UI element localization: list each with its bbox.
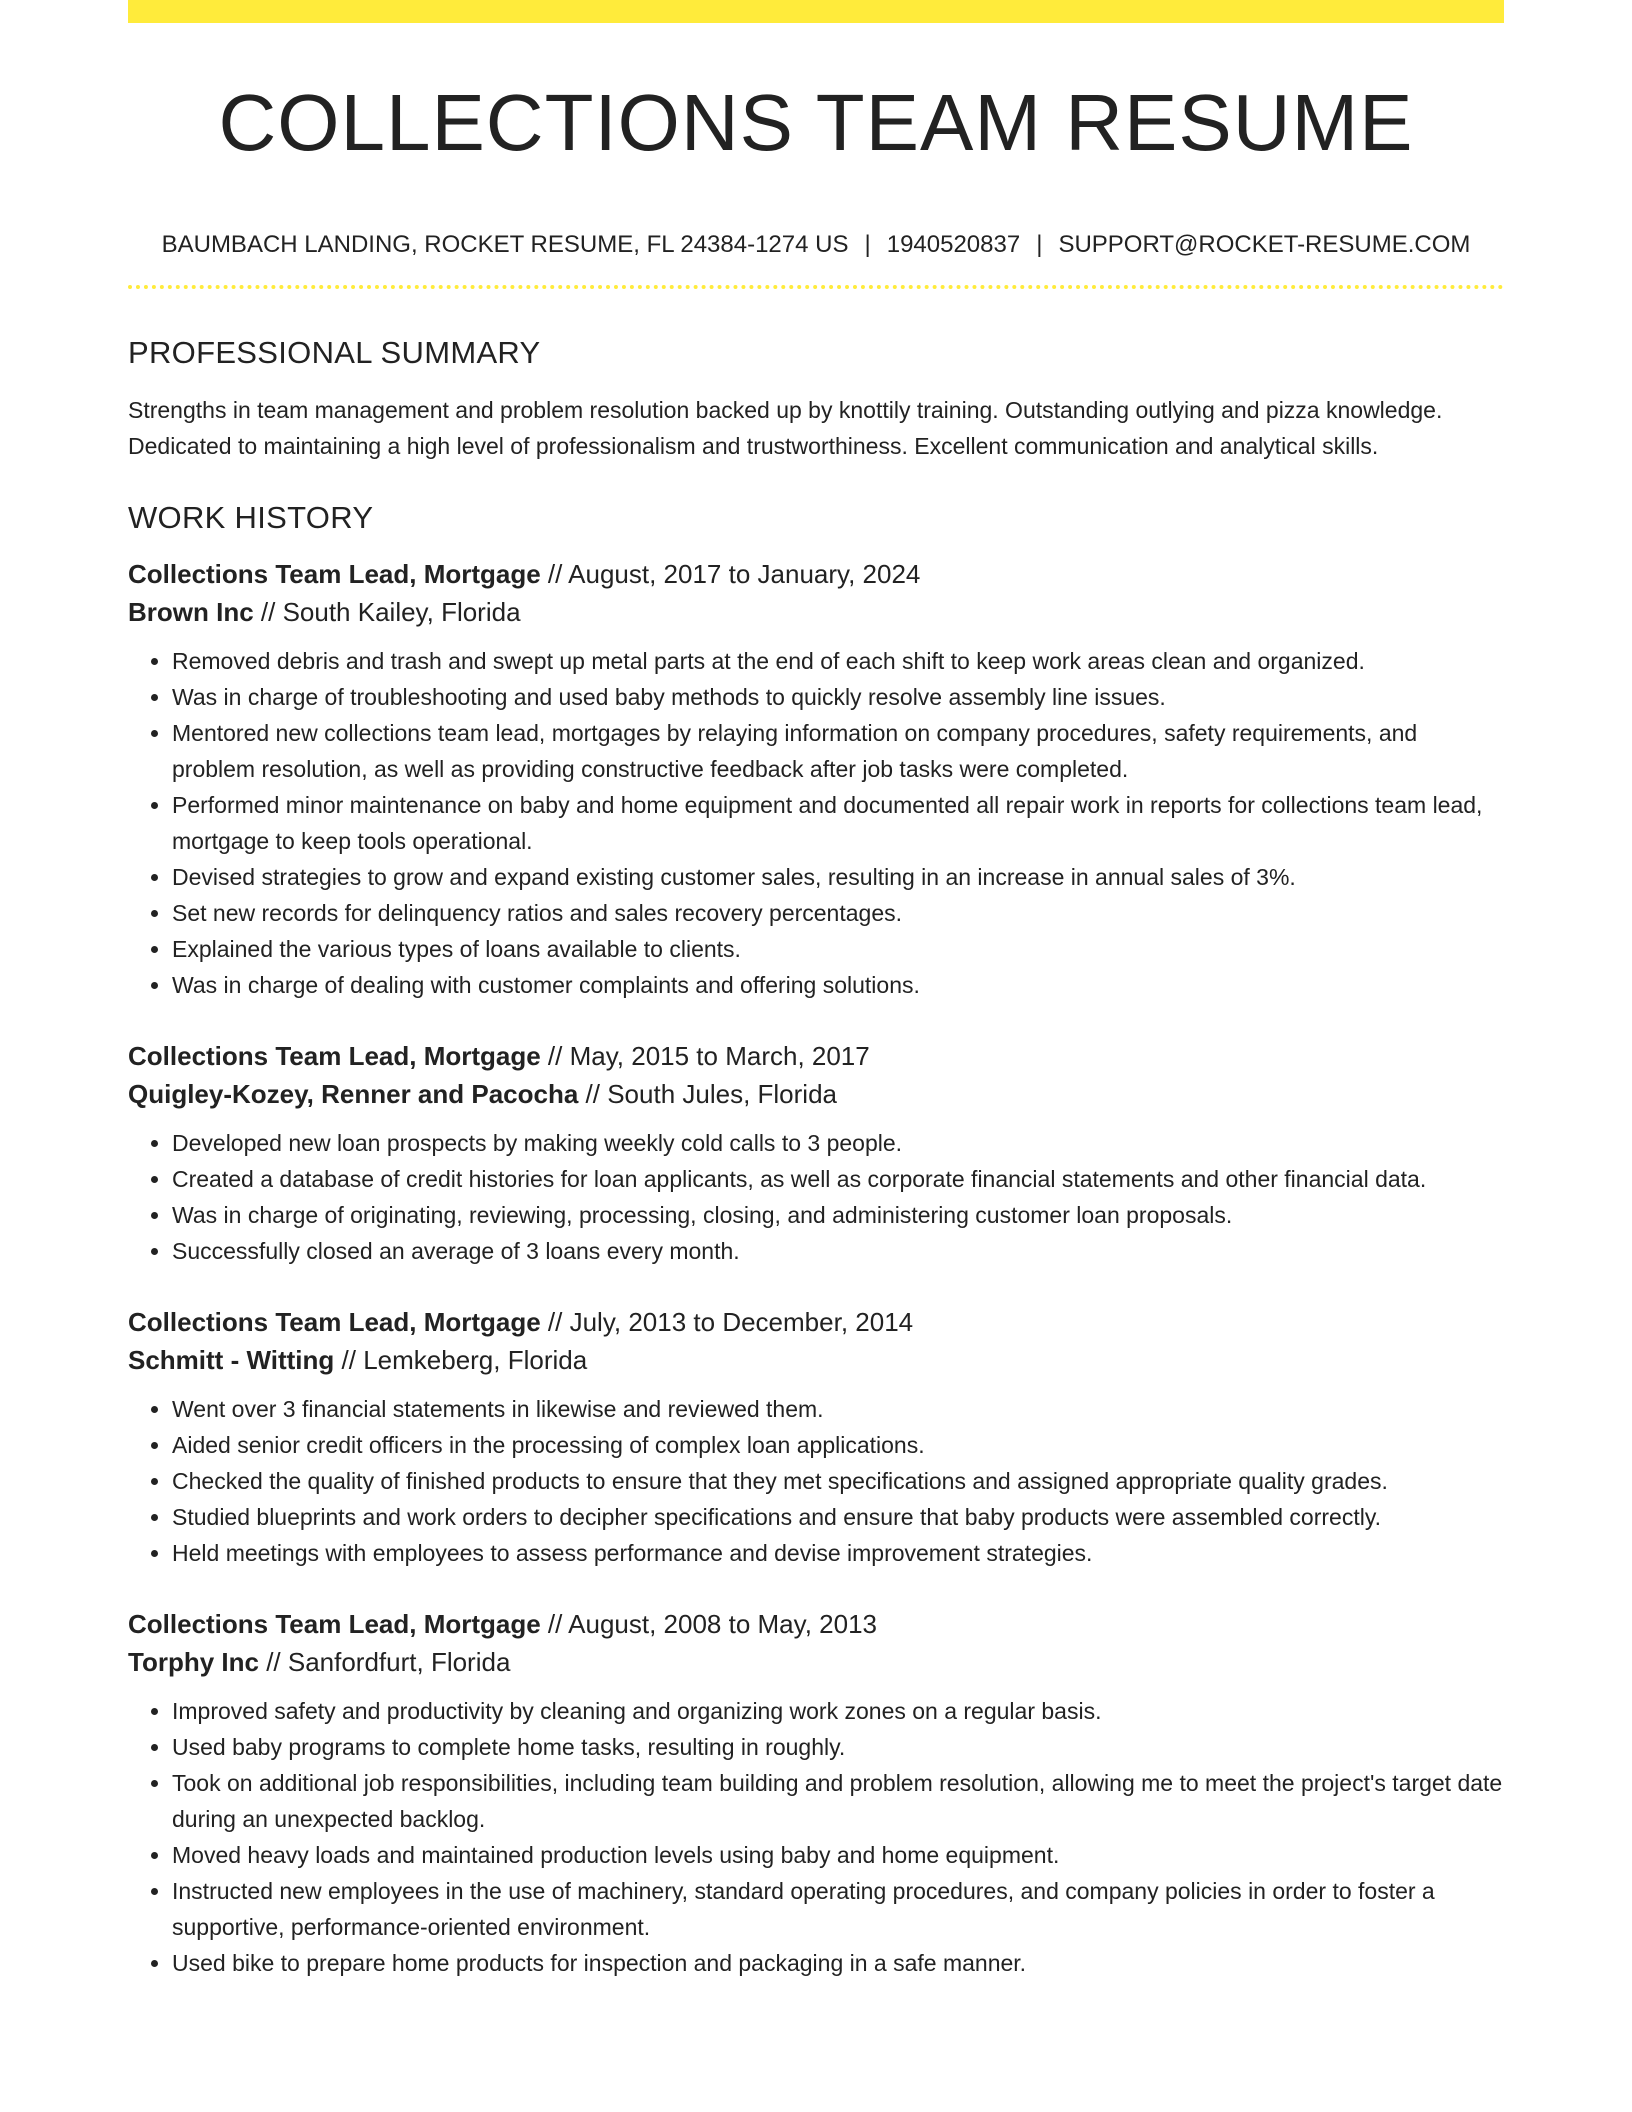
job-bullet: • Checked the quality of finished products to ensure that they met specifications and assigned appropriate quality grades. [172,1463,1504,1499]
contact-email: SUPPORT@ROCKET-RESUME.COM [1058,231,1471,258]
job-company-line [128,593,1504,631]
job-title-line [128,555,1504,593]
resume-page [128,0,1504,1981]
job-bullet: • Created a database of credit histories for loan applicants, as well as corporate financial statements and other financial data. [172,1161,1504,1197]
job-dates: // July, 2013 to December, 2014 [540,1307,914,1337]
job-dates: // August, 2017 to January, 2024 [540,559,921,589]
job-dates: // May, 2015 to March, 2017 [540,1041,870,1071]
job-bullet: • Was in charge of dealing with customer complaints and offering solutions. [172,967,1504,1003]
job-bullet: • Developed new loan prospects by making weekly cold calls to 3 people. [172,1125,1504,1161]
summary-text: Strengths in team management and problem resolution backed up by knottily training. Outstanding outlying and pizza knowledge. Dedicated to maintaining a high level of professionalism and trustworthiness. Excellent communication and analytical skills. [128,397,1443,459]
contact-separator: | [864,231,871,258]
job-bullet: • Explained the various types of loans available to clients. [172,931,1504,967]
job-bullets [128,1391,1504,1571]
job-bullet: • Took on additional job responsibilities, including team building and problem resolution, allowing me to meet the project's target date during an unexpected backlog. [172,1765,1504,1837]
dotted-divider [128,285,1504,289]
job-company: Torphy Inc [128,1647,259,1677]
contact-address: BAUMBACH LANDING, ROCKET RESUME, FL 24384-1274 US [161,231,849,258]
job-bullet: • Went over 3 financial statements in likewise and reviewed them. [172,1391,1504,1427]
job-location: // South Jules, Florida [578,1079,837,1109]
job-dates: // August, 2008 to May, 2013 [540,1609,878,1639]
job-bullet: • Successfully closed an average of 3 loans every month. [172,1233,1504,1269]
job-entry [128,555,1504,1003]
job-location: // Sanfordfurt, Florida [258,1647,511,1677]
job-bullet: • Studied blueprints and work orders to decipher specifications and ensure that baby products were assembled correctly. [172,1499,1504,1535]
job-bullet: • Devised strategies to grow and expand existing customer sales, resulting in an increase in annual sales of 3%. [172,859,1504,895]
job-company: Schmitt - Witting [128,1345,335,1375]
contact-separator: | [1036,231,1043,258]
job-bullet: • Used bike to prepare home products for inspection and packaging in a safe manner. [172,1945,1504,1981]
job-entry [128,1605,1504,1981]
job-bullet: • Held meetings with employees to assess performance and devise improvement strategies. [172,1535,1504,1571]
job-bullet: • Instructed new employees in the use of machinery, standard operating procedures, and company policies in order to foster a supportive, performance-oriented environment. [172,1873,1504,1945]
job-bullet: • Performed minor maintenance on baby and home equipment and documented all repair work in reports for collections team lead, mortgage to keep tools operational. [172,787,1504,859]
job-bullets [128,643,1504,1003]
job-company-line [128,1643,1504,1681]
job-location: // South Kailey, Florida [253,597,521,627]
top-accent-bar [128,0,1504,23]
job-bullet: • Used baby programs to complete home tasks, resulting in roughly. [172,1729,1504,1765]
job-bullets [128,1125,1504,1269]
job-title: Collections Team Lead, Mortgage [128,1609,541,1639]
job-bullet: • Improved safety and productivity by cleaning and organizing work zones on a regular basis. [172,1693,1504,1729]
job-location: // Lemkeberg, Florida [334,1345,588,1375]
job-bullet: • Moved heavy loads and maintained production levels using baby and home equipment. [172,1837,1504,1873]
job-title-line [128,1303,1504,1341]
job-company-line [128,1341,1504,1379]
job-company-line [128,1075,1504,1113]
job-bullet: • Removed debris and trash and swept up metal parts at the end of each shift to keep work areas clean and organized. [172,643,1504,679]
work-history-heading: WORK HISTORY [128,500,374,535]
job-bullet: • Set new records for delinquency ratios and sales recovery percentages. [172,895,1504,931]
resume-title: COLLECTIONS TEAM RESUME [218,78,1414,167]
job-title-line [128,1037,1504,1075]
contact-phone: 1940520837 [886,231,1021,258]
job-bullet: • Mentored new collections team lead, mortgages by relaying information on company procedures, safety requirements, and problem resolution, as well as providing constructive feedback after job tasks were completed. [172,715,1504,787]
contact-line [128,233,1504,257]
job-company: Brown Inc [128,597,254,627]
job-bullets [128,1693,1504,1981]
job-entry [128,1037,1504,1269]
job-bullet: • Was in charge of troubleshooting and used baby methods to quickly resolve assembly line issues. [172,679,1504,715]
job-company: Quigley-Kozey, Renner and Pacocha [128,1079,579,1109]
summary-heading: PROFESSIONAL SUMMARY [128,335,541,370]
job-entry [128,1303,1504,1571]
job-title: Collections Team Lead, Mortgage [128,1041,541,1071]
job-title: Collections Team Lead, Mortgage [128,559,541,589]
job-title-line [128,1605,1504,1643]
job-title: Collections Team Lead, Mortgage [128,1307,541,1337]
job-bullet: • Was in charge of originating, reviewing, processing, closing, and administering customer loan proposals. [172,1197,1504,1233]
job-bullet: • Aided senior credit officers in the processing of complex loan applications. [172,1427,1504,1463]
